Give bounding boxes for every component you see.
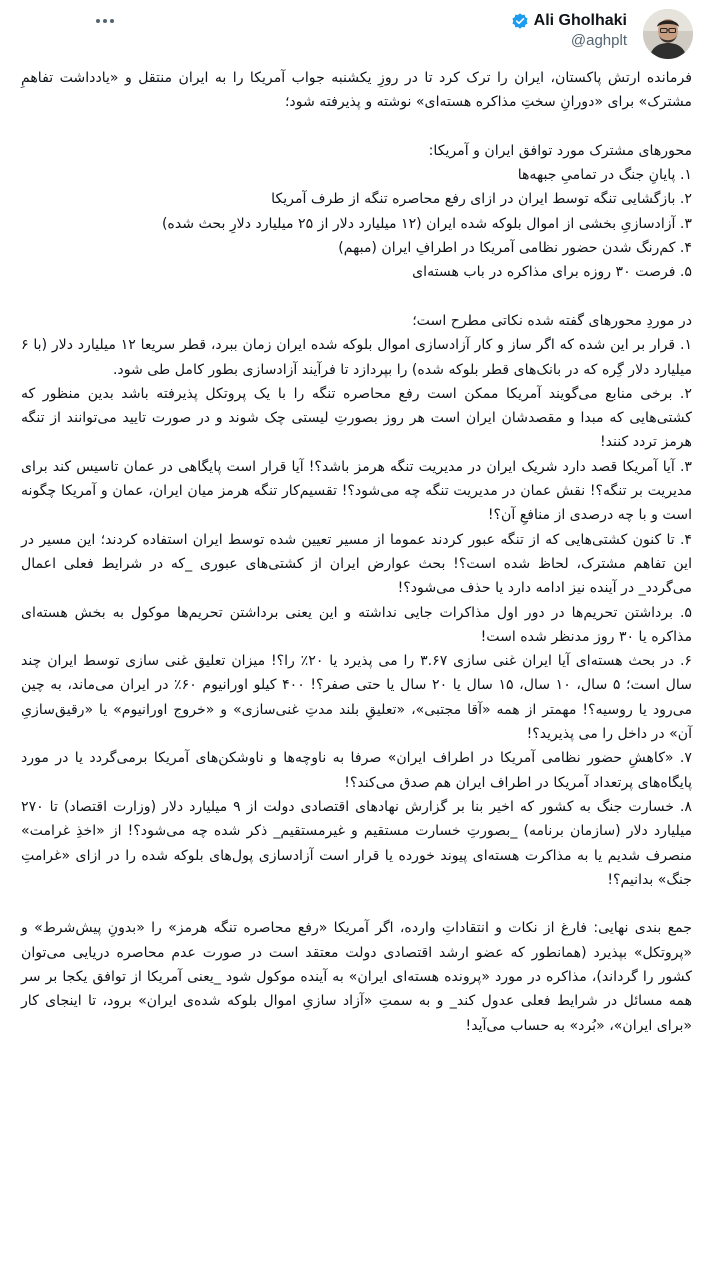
verified-badge-icon (511, 12, 529, 30)
point-item: ۱. قرار بر این شده که اگر ساز و کار آزادسازی اموال بلوکه شده ایران زمان ببرد، قطر سریعا ۱۲ میلیارد دلار (با ۶ میلیارد دلار گِره که در بانک‌های قطر بلوکه شده) را بپردازد تا فرآیند آزادسازی بطور کامل طی شود. (21, 337, 693, 378)
agreed-heading: محورهای مشترک مورد توافق ایران و آمریکا: (428, 142, 692, 159)
points-heading: در موردِ محورهای گفته شده نکاتی مطرح است؛ (412, 312, 692, 329)
more-options-button[interactable] (92, 8, 118, 34)
agreed-item: ۱. پایانِ جنگ در تمامیِ جبهه‌ها (517, 167, 692, 184)
point-item: ۸. خسارت جنگ به کشور که اخیر بنا بر گزارش نهادهای اقتصادی دولت از ۹ میلیارد دلار (وزارت اقتصاد) تا ۲۷۰ میلیارد دلار (سازمان برنامه) _بصورتِ خسارت مستقیم و غیرمستقیم_ ذکر شده چه می‌شود؟! از «اخذِ غرامت» منصرف شدیم یا به مذاکرت هسته‌ای پیوند خورده یا قرار است آزادسازی پول‌های بلوکه شده را در ازای «غرامتِ جنگ» بدانیم؟! (21, 798, 692, 888)
avatar[interactable] (643, 9, 693, 59)
tweet-header (0, 0, 715, 62)
point-item: ۷. «کاهشِ حضور نظامی آمریکا در اطراف ایران» صرفا به ناوچه‌ها و ناوشکن‌های آمریکا برمی‌گردد یا در مورد پایگاه‌های پرتعداد آمریکا در اطراف ایران هم صدق می‌کند؟! (21, 750, 692, 791)
agreed-item: ۳. آزادسازیِ بخشی از اموال بلوکه شده ایران (۱۲ میلیارد دلار از ۲۵ میلیارد دلارِ بحث شده) (161, 215, 692, 232)
author-name-row (511, 12, 627, 30)
point-item: ۳. آیا آمریکا قصد دارد شریک ایران در مدیریت تنگه هرمز باشد؟! آیا قرار است پایگاهی در عمان تاسیس کند برای مدیریت بر تنگه؟! نقش عمان در مدیریت تنگه چه می‌شود؟! تقسیم‌کار تنگه هرمز میان ایران، عمان و آمریکا چگونه است و با چه درصدی از منافعِ آن؟! (21, 458, 692, 524)
tweet-text (21, 66, 692, 1038)
tweet-intro: فرمانده ارتش پاکستان، ایران را ترک کرد تا در روزِ یکشنبه جواب آمریکا را به ایران منتقل و «یادداشت تفاهمِ مشترک» برای «دورانِ سختِ مذاکره هسته‌ای» نوشته و پذیرفته شود؛ (21, 70, 692, 111)
author-info[interactable] (511, 12, 627, 49)
author-handle[interactable]: @aghplt (570, 32, 627, 49)
point-item: ۶. در بحث هسته‌ای آیا ایران غنی سازی ۳.۶۷ را می پذیرد یا ۲۰٪ را؟! میزان تعلیق غنی سازی توسط ایران چند سال است؛ ۵ سال، ۱۰ سال، ۱۵ سال یا ۲۰ سال یا حتی صفر؟! ۴۰۰ کیلو اورانیوم ۶۰٪ در ایران می‌ماند، به چین می‌رود یا روسیه؟! مهمتر از همه «آقا مجتبی»، «تعلیقِ بلند مدتِ غنی‌سازی» و «خروج اورانیوم» یا «رقیق‌سازیِ آن» در داخل را می پذیرید؟! (21, 653, 692, 743)
paragraph-gap (21, 892, 692, 916)
point-item: ۵. برداشتن تحریم‌ها در دور اول مذاکرات جایی نداشته و این یعنی برداشتن تحریم‌ها موکول به بخش هسته‌ای مذاکره یا ۳۰ روز مدنظر شده است! (21, 604, 692, 645)
point-item: ۲. برخی منابع می‌گویند آمریکا ممکن است رفع محاصره تنگه را با یک پروتکل پذیرفته باشد بدین منظور که کشتی‌هایی که مبدا و مقصدشان ایران است هر روز بصورتِ لیستی چک شوند و در صورت تایید می‌توانند از تنگه هرمز تردد کنند! (21, 385, 692, 451)
avatar-photo (643, 9, 693, 59)
agreed-item: ۲. بازگشایی تنگه توسط ایران در ازای رفع محاصره تنگه از طرف آمریکا (271, 191, 692, 208)
point-item: ۴. تا کنون کشتی‌هایی که از تنگه عبور کردند عموما از مسیر تعیین شده توسط ایران استفاده کردند؛ این مسیر در این تفاهم مشترک، لحاظ شده است؟! بحث عوارض ایران از کشتی‌های عبوری _که در شرایط فعلی اعمال می‌گردد_ در آینده نیز ادامه دارد یا حذف می‌شود؟! (21, 531, 692, 597)
agreed-item: ۴. کم‌رنگ شدن حضور نظامی آمریکا در اطرافِ ایران (مبهم) (338, 240, 692, 257)
paragraph-gap (21, 115, 692, 139)
agreed-item: ۵. فرصت ۳۰ روزه برای مذاکره در باب هسته‌ای (412, 264, 692, 281)
author-name[interactable]: Ali Gholhaki (533, 12, 627, 29)
conclusion: جمع بندی نهایی: فارغ از نکات و انتقاداتِ وارده، اگر آمریکا «رفع محاصره تنگه هرمز» را «بدونِ پیش‌شرط» و «پروتکل» بپذیرد (همانطور که عضو ارشد اقتصادی دولت معتقد است در صورت عدم محاصره دریایی می‌توان کشور را گرداند)، مذاکره در مورد «پرونده هسته‌ای ایران» به آینده موکول شود _یعنی آمریکا از توافق یکجا بر سر همه مسائل در شرایط فعلی عدول کند_ و به سمتِ «آزاد سازیِ اموال بلوکه شده‌ی ایران» برود، تا اینجای کار «برای ایران»، «بُرد» به حساب می‌آید! (21, 920, 692, 1034)
paragraph-gap (21, 285, 692, 309)
more-horizontal-icon (95, 18, 115, 24)
